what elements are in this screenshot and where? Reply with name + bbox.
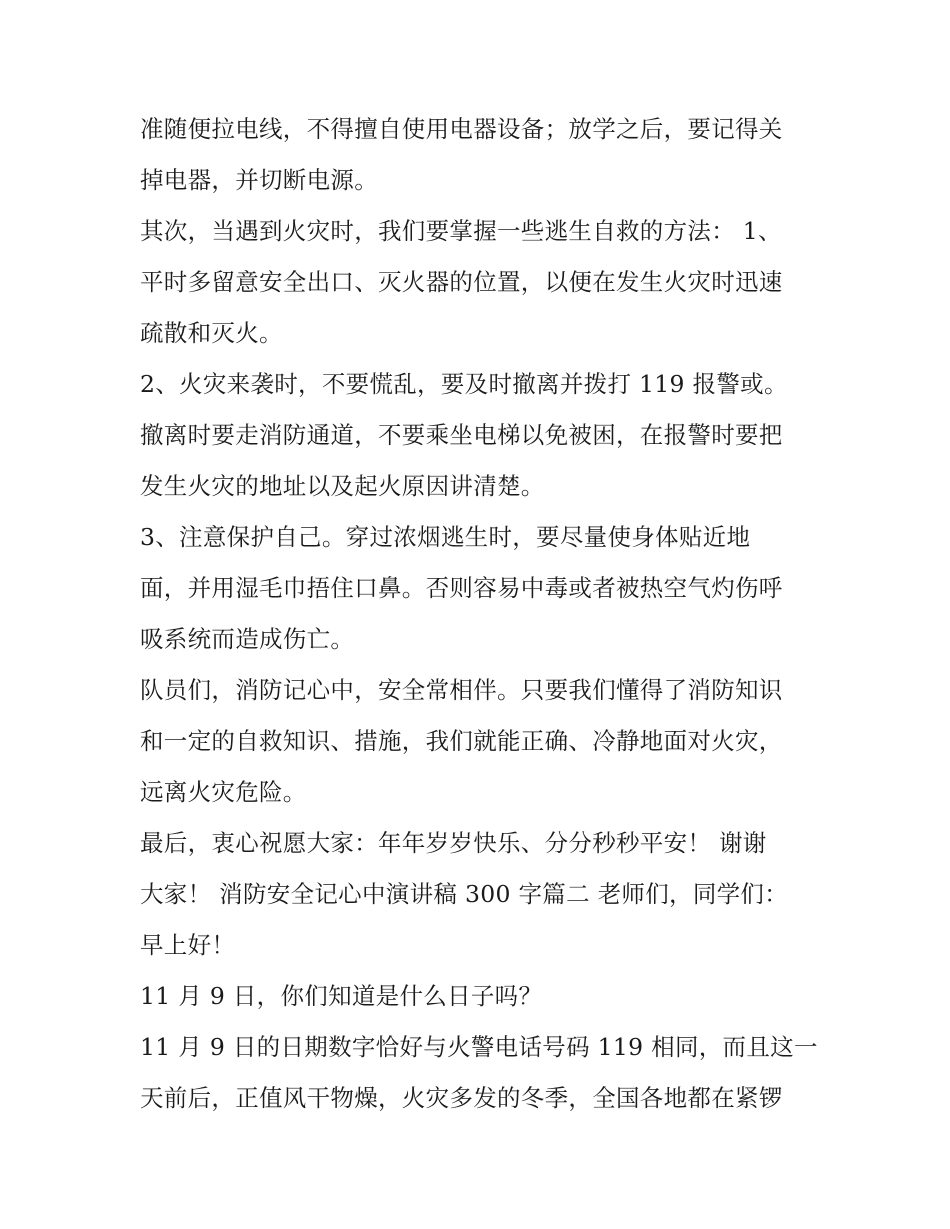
text-line: 队员们，消防记心中，安全常相伴。只要我们懂得了消防知识 [140, 676, 783, 704]
text-line: 11 月 9 日的日期数字恰好与火警电话号码 119 相同，而且这一 [140, 1033, 818, 1061]
text-line: 天前后，正值风干物燥，火灾多发的冬季，全国各地都在紧锣 [140, 1084, 783, 1112]
text-line: 和一定的自救知识、措施，我们就能正确、冷静地面对火灾， [140, 727, 783, 755]
text-line: 远离火灾危险。 [140, 778, 307, 806]
text-line: 其次，当遇到火灾时，我们要掌握一些逃生自救的方法： 1、 [140, 217, 782, 245]
text-line: 2、火灾来袭时，不要慌乱，要及时撤离并拨打 119 报警或。 [140, 370, 788, 398]
document-body [140, 104, 820, 1124]
text-line: 早上好！ [140, 931, 236, 959]
text-line: 撤离时要走消防通道，不要乘坐电梯以免被困，在报警时要把 [140, 421, 783, 449]
text-line: 吸系统而造成伤亡。 [140, 625, 355, 653]
text-line: 准随便拉电线，不得擅自使用电器设备；放学之后，要记得关 [140, 115, 783, 143]
text-line: 掉电器，并切断电源。 [140, 166, 378, 194]
text-line: 大家！ 消防安全记心中演讲稿 300 字篇二 老师们，同学们： [140, 880, 789, 908]
text-line: 发生火灾的地址以及起火原因讲清楚。 [140, 472, 545, 500]
text-line: 11 月 9 日，你们知道是什么日子吗？ [140, 982, 543, 1010]
text-line: 疏散和灭火。 [140, 319, 283, 347]
text-line: 平时多留意安全出口、灭火器的位置，以便在发生火灾时迅速 [140, 268, 783, 296]
text-line: 面，并用湿毛巾捂住口鼻。否则容易中毒或者被热空气灼伤呼 [140, 574, 783, 602]
text-line: 3、注意保护自己。穿过浓烟逃生时，要尽量使身体贴近地 [140, 523, 751, 551]
text-line: 最后，衷心祝愿大家：年年岁岁快乐、分分秒秒平安！ 谢谢 [140, 829, 767, 857]
